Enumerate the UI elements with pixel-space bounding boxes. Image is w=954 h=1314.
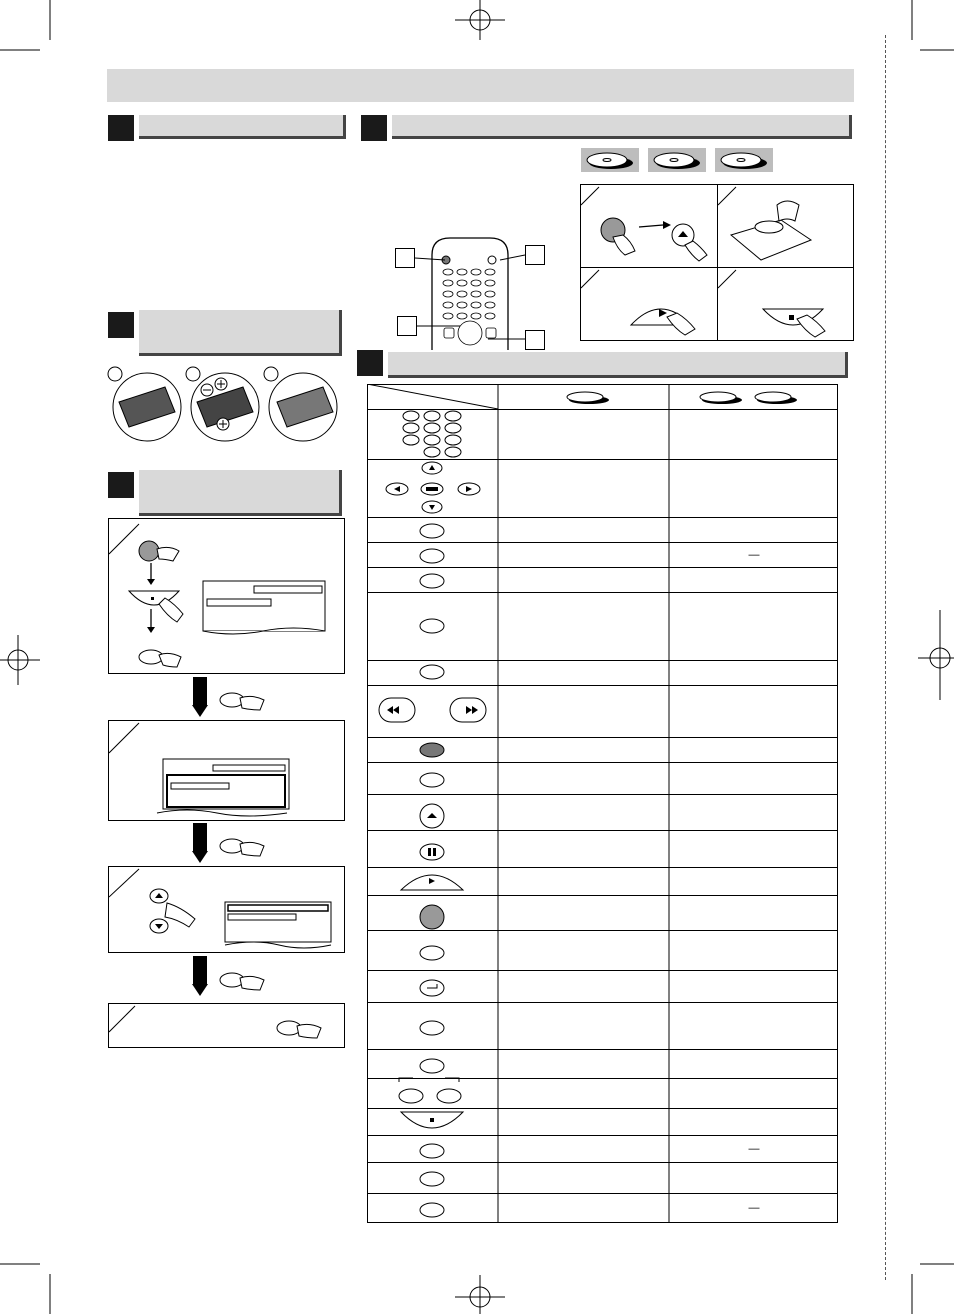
table-row [367,409,838,459]
setup-step-2 [108,720,345,821]
section-c-title [139,310,342,356]
table-row [367,517,838,542]
section-a-title [139,115,346,139]
table-cell-col1 [503,1162,667,1193]
table-cell-col2 [673,660,835,685]
disc-icon [567,392,797,404]
table-cell-col1 [503,409,667,459]
table-cell-col1 [503,762,667,794]
table-cell-col1 [503,930,667,970]
table-row [367,895,838,930]
table-cell-col1 [503,895,667,930]
table-cell-col2 [673,895,835,930]
disc-icon [581,148,639,172]
table-row [367,762,838,794]
table-row [367,1108,838,1135]
table-cell-col2 [673,1162,835,1193]
table-cell-col1 [503,1135,667,1162]
table-cell-col2 [673,685,835,737]
table-row [367,1135,838,1162]
table-row [367,830,838,867]
table-cell-col2 [673,1049,835,1078]
table-cell-col1 [503,685,667,737]
table-cell-col2: — [748,548,760,561]
table-cell-col1 [503,660,667,685]
table-cell-col1 [503,1078,667,1108]
flow-arrow-1-head [192,705,208,717]
table-cell-col1 [503,867,667,895]
hand-icon [218,834,273,858]
table-row [367,685,838,737]
table-row [367,459,838,517]
flow-arrow-3-head [192,984,208,996]
table-cell-col2 [673,1002,835,1049]
table-cell-col2 [673,1108,835,1135]
disc-icon [715,148,773,172]
table-cell-col1 [503,737,667,762]
fold-line [885,35,886,1280]
table-row [367,592,838,660]
table-cell-col1 [503,517,667,542]
table-cell-col1 [503,970,667,1002]
section-d-number [108,472,134,498]
table-cell-col2 [673,762,835,794]
flow-arrow-2 [193,823,207,851]
table-row [367,542,838,567]
table-row [367,737,838,762]
table-cell-col1 [503,542,667,567]
section-d-title [139,470,342,516]
table-cell-col1 [503,794,667,830]
table-cell-col2 [673,1078,835,1108]
flow-arrow-3 [193,956,207,984]
table-row [367,1162,838,1193]
table-row [367,1193,838,1222]
disc-chip-1 [581,148,639,172]
table-cell-col1 [503,830,667,867]
table-cell-col1 [503,1049,667,1078]
table-row [367,1002,838,1049]
flow-arrow-1 [193,677,207,705]
battery-icon [105,362,345,446]
section-e-number [357,350,383,376]
table-cell-col2 [673,737,835,762]
table-cell-col2 [673,567,835,592]
table-cell-col1 [503,567,667,592]
table-cell-col1 [503,592,667,660]
hand-icon [218,968,273,992]
table-row [367,867,838,895]
loading-steps-box [580,184,854,341]
table-cell-col2 [673,794,835,830]
table-row [367,794,838,830]
table-cell-col1 [503,459,667,517]
table-cell-col2 [673,830,835,867]
table-cell-col2 [673,930,835,970]
table-cell-col2 [673,517,835,542]
table-row [367,1049,838,1078]
section-b-number [361,115,387,141]
disc-chip-2 [648,148,706,172]
section-b-title [392,115,852,139]
section-e-title [388,352,848,378]
section-c-number [108,312,134,338]
setup-step-1 [108,518,345,674]
hand-icon [218,688,273,712]
table-cell-col2 [673,970,835,1002]
table-cell-col2 [673,409,835,459]
table-cell-col2 [673,459,835,517]
disc-chip-3 [715,148,773,172]
setup-step-4 [108,1003,345,1048]
disc-icon [648,148,706,172]
page-header-bar [107,69,854,102]
setup-step-3 [108,866,345,953]
table-row [367,930,838,970]
table-cell-col2: — [748,1142,760,1155]
table-row [367,660,838,685]
table-cell-col2 [673,592,835,660]
table-row [367,567,838,592]
table-cell-col1 [503,1108,667,1135]
table-cell-col1 [503,1002,667,1049]
table-row [367,1078,838,1108]
section-a-number [108,115,134,141]
table-cell-col1 [503,1193,667,1222]
table-row [367,970,838,1002]
table-cell-col2 [673,867,835,895]
table-cell-col2: — [748,1201,760,1214]
flow-arrow-2-head [192,851,208,863]
